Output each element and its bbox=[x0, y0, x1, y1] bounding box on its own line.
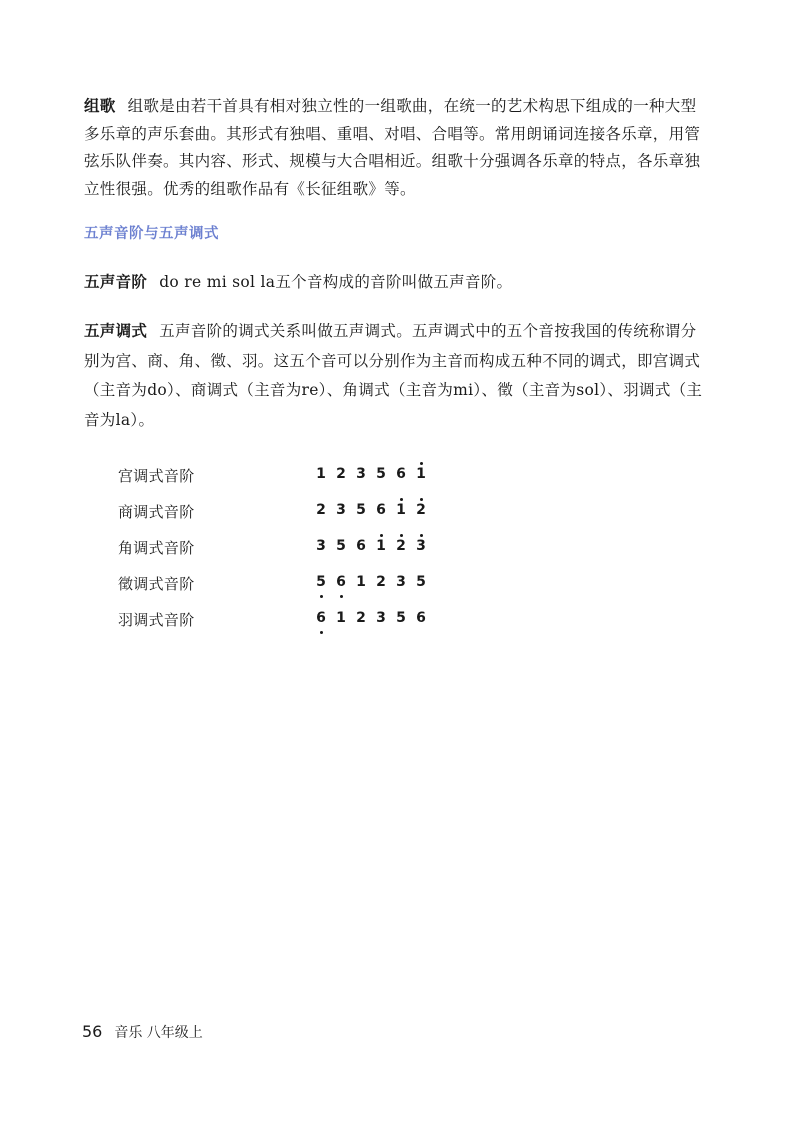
note-digit: 6 bbox=[336, 574, 346, 590]
high-octave-dot bbox=[420, 498, 423, 501]
note bbox=[395, 462, 407, 486]
pentatonic-mode-text: 五声音阶的调式关系叫做五声调式。五声调式中的五个音按我国的传统称谓分别为宫、商、角、徵、羽。这五个音可以分别作为主音而构成五种不同的调式，即宫调式（主音为do）、商调式（主音为re）、角调式（主音为mi）、徵（主音为sol）、羽调式（主音为la）。 bbox=[84, 322, 703, 429]
note bbox=[415, 462, 427, 486]
scale-row bbox=[118, 534, 458, 558]
suite-term: 组歌 bbox=[84, 97, 116, 115]
scale-row bbox=[118, 570, 458, 594]
note-digit: 3 bbox=[336, 502, 346, 518]
note bbox=[355, 498, 367, 522]
page-number: 56 bbox=[82, 1022, 103, 1041]
note-digit: 3 bbox=[316, 538, 326, 554]
low-octave-dot bbox=[320, 631, 323, 634]
book-title: 音乐 八年级上 bbox=[114, 1025, 203, 1041]
note bbox=[355, 534, 367, 558]
note-digit: 2 bbox=[376, 574, 386, 590]
pentatonic-scale-text: do re mi sol la五个音构成的音阶叫做五声音阶。 bbox=[159, 273, 513, 291]
pentatonic-scale-term: 五声音阶 bbox=[84, 273, 148, 291]
note bbox=[335, 498, 347, 522]
note bbox=[335, 462, 347, 486]
note-digit: 5 bbox=[316, 574, 326, 590]
high-octave-dot bbox=[400, 498, 403, 501]
note-digit: 2 bbox=[416, 502, 426, 518]
suite-text: 组歌是由若干首具有相对独立性的一组歌曲，在统一的艺术构思下组成的一种大型多乐章的声乐套曲。其形式有独唱、重唱、对唱、合唱等。常用朗诵词连接各乐章，用管弦乐队伴奏。其内容、形式、规模与大合唱相近。组歌十分强调各乐章的特点，各乐章独立性很强。优秀的组歌作品有《长征组歌》等。 bbox=[84, 97, 701, 198]
note-digit: 1 bbox=[316, 466, 326, 482]
note-digit: 3 bbox=[356, 466, 366, 482]
note-digit: 5 bbox=[356, 502, 366, 518]
suite-paragraph bbox=[84, 93, 704, 203]
pentatonic-scale-paragraph bbox=[84, 269, 704, 297]
note-digit: 2 bbox=[396, 538, 406, 554]
note-digit: 1 bbox=[396, 502, 406, 518]
note bbox=[335, 606, 347, 630]
note-digit: 1 bbox=[336, 610, 346, 626]
section-heading: 五声音阶与五声调式 bbox=[84, 226, 219, 242]
note bbox=[315, 570, 327, 594]
note bbox=[375, 462, 387, 486]
page-footer bbox=[82, 1022, 203, 1042]
scale-name: 宫调式音阶 bbox=[118, 467, 195, 485]
note bbox=[375, 498, 387, 522]
high-octave-dot bbox=[380, 534, 383, 537]
note-digit: 5 bbox=[396, 610, 406, 626]
scale-name: 羽调式音阶 bbox=[118, 611, 195, 629]
high-octave-dot bbox=[420, 462, 423, 465]
scale-name: 商调式音阶 bbox=[118, 503, 195, 521]
note-digit: 3 bbox=[396, 574, 406, 590]
note bbox=[415, 498, 427, 522]
note-digit: 6 bbox=[416, 610, 426, 626]
note-digit: 1 bbox=[376, 538, 386, 554]
note bbox=[375, 606, 387, 630]
note bbox=[395, 606, 407, 630]
note bbox=[415, 606, 427, 630]
note bbox=[375, 570, 387, 594]
note bbox=[315, 606, 327, 630]
note-digit: 3 bbox=[376, 610, 386, 626]
note bbox=[395, 498, 407, 522]
note bbox=[395, 534, 407, 558]
note bbox=[335, 534, 347, 558]
note bbox=[315, 498, 327, 522]
note-digit: 5 bbox=[376, 466, 386, 482]
note-digit: 5 bbox=[416, 574, 426, 590]
note bbox=[395, 570, 407, 594]
note-digit: 2 bbox=[336, 466, 346, 482]
scale-row bbox=[118, 498, 458, 522]
note-digit: 6 bbox=[316, 610, 326, 626]
note bbox=[355, 462, 367, 486]
note bbox=[415, 570, 427, 594]
pentatonic-mode-term: 五声调式 bbox=[84, 322, 148, 340]
note bbox=[355, 570, 367, 594]
high-octave-dot bbox=[420, 534, 423, 537]
note-digit: 1 bbox=[356, 574, 366, 590]
high-octave-dot bbox=[400, 534, 403, 537]
note-digit: 5 bbox=[336, 538, 346, 554]
note-digit: 1 bbox=[416, 466, 426, 482]
note-digit: 2 bbox=[356, 610, 366, 626]
scale-row bbox=[118, 462, 458, 486]
low-octave-dot bbox=[340, 595, 343, 598]
note bbox=[355, 606, 367, 630]
note-digit: 2 bbox=[316, 502, 326, 518]
note bbox=[315, 462, 327, 486]
note-digit: 6 bbox=[356, 538, 366, 554]
note bbox=[315, 534, 327, 558]
low-octave-dot bbox=[320, 595, 323, 598]
pentatonic-mode-paragraph bbox=[84, 317, 704, 435]
scale-row bbox=[118, 606, 458, 630]
note bbox=[335, 570, 347, 594]
note-digit: 3 bbox=[416, 538, 426, 554]
note bbox=[415, 534, 427, 558]
scale-name: 角调式音阶 bbox=[118, 539, 195, 557]
note-digit: 6 bbox=[396, 466, 406, 482]
scale-name: 徵调式音阶 bbox=[118, 575, 195, 593]
note bbox=[375, 534, 387, 558]
note-digit: 6 bbox=[376, 502, 386, 518]
